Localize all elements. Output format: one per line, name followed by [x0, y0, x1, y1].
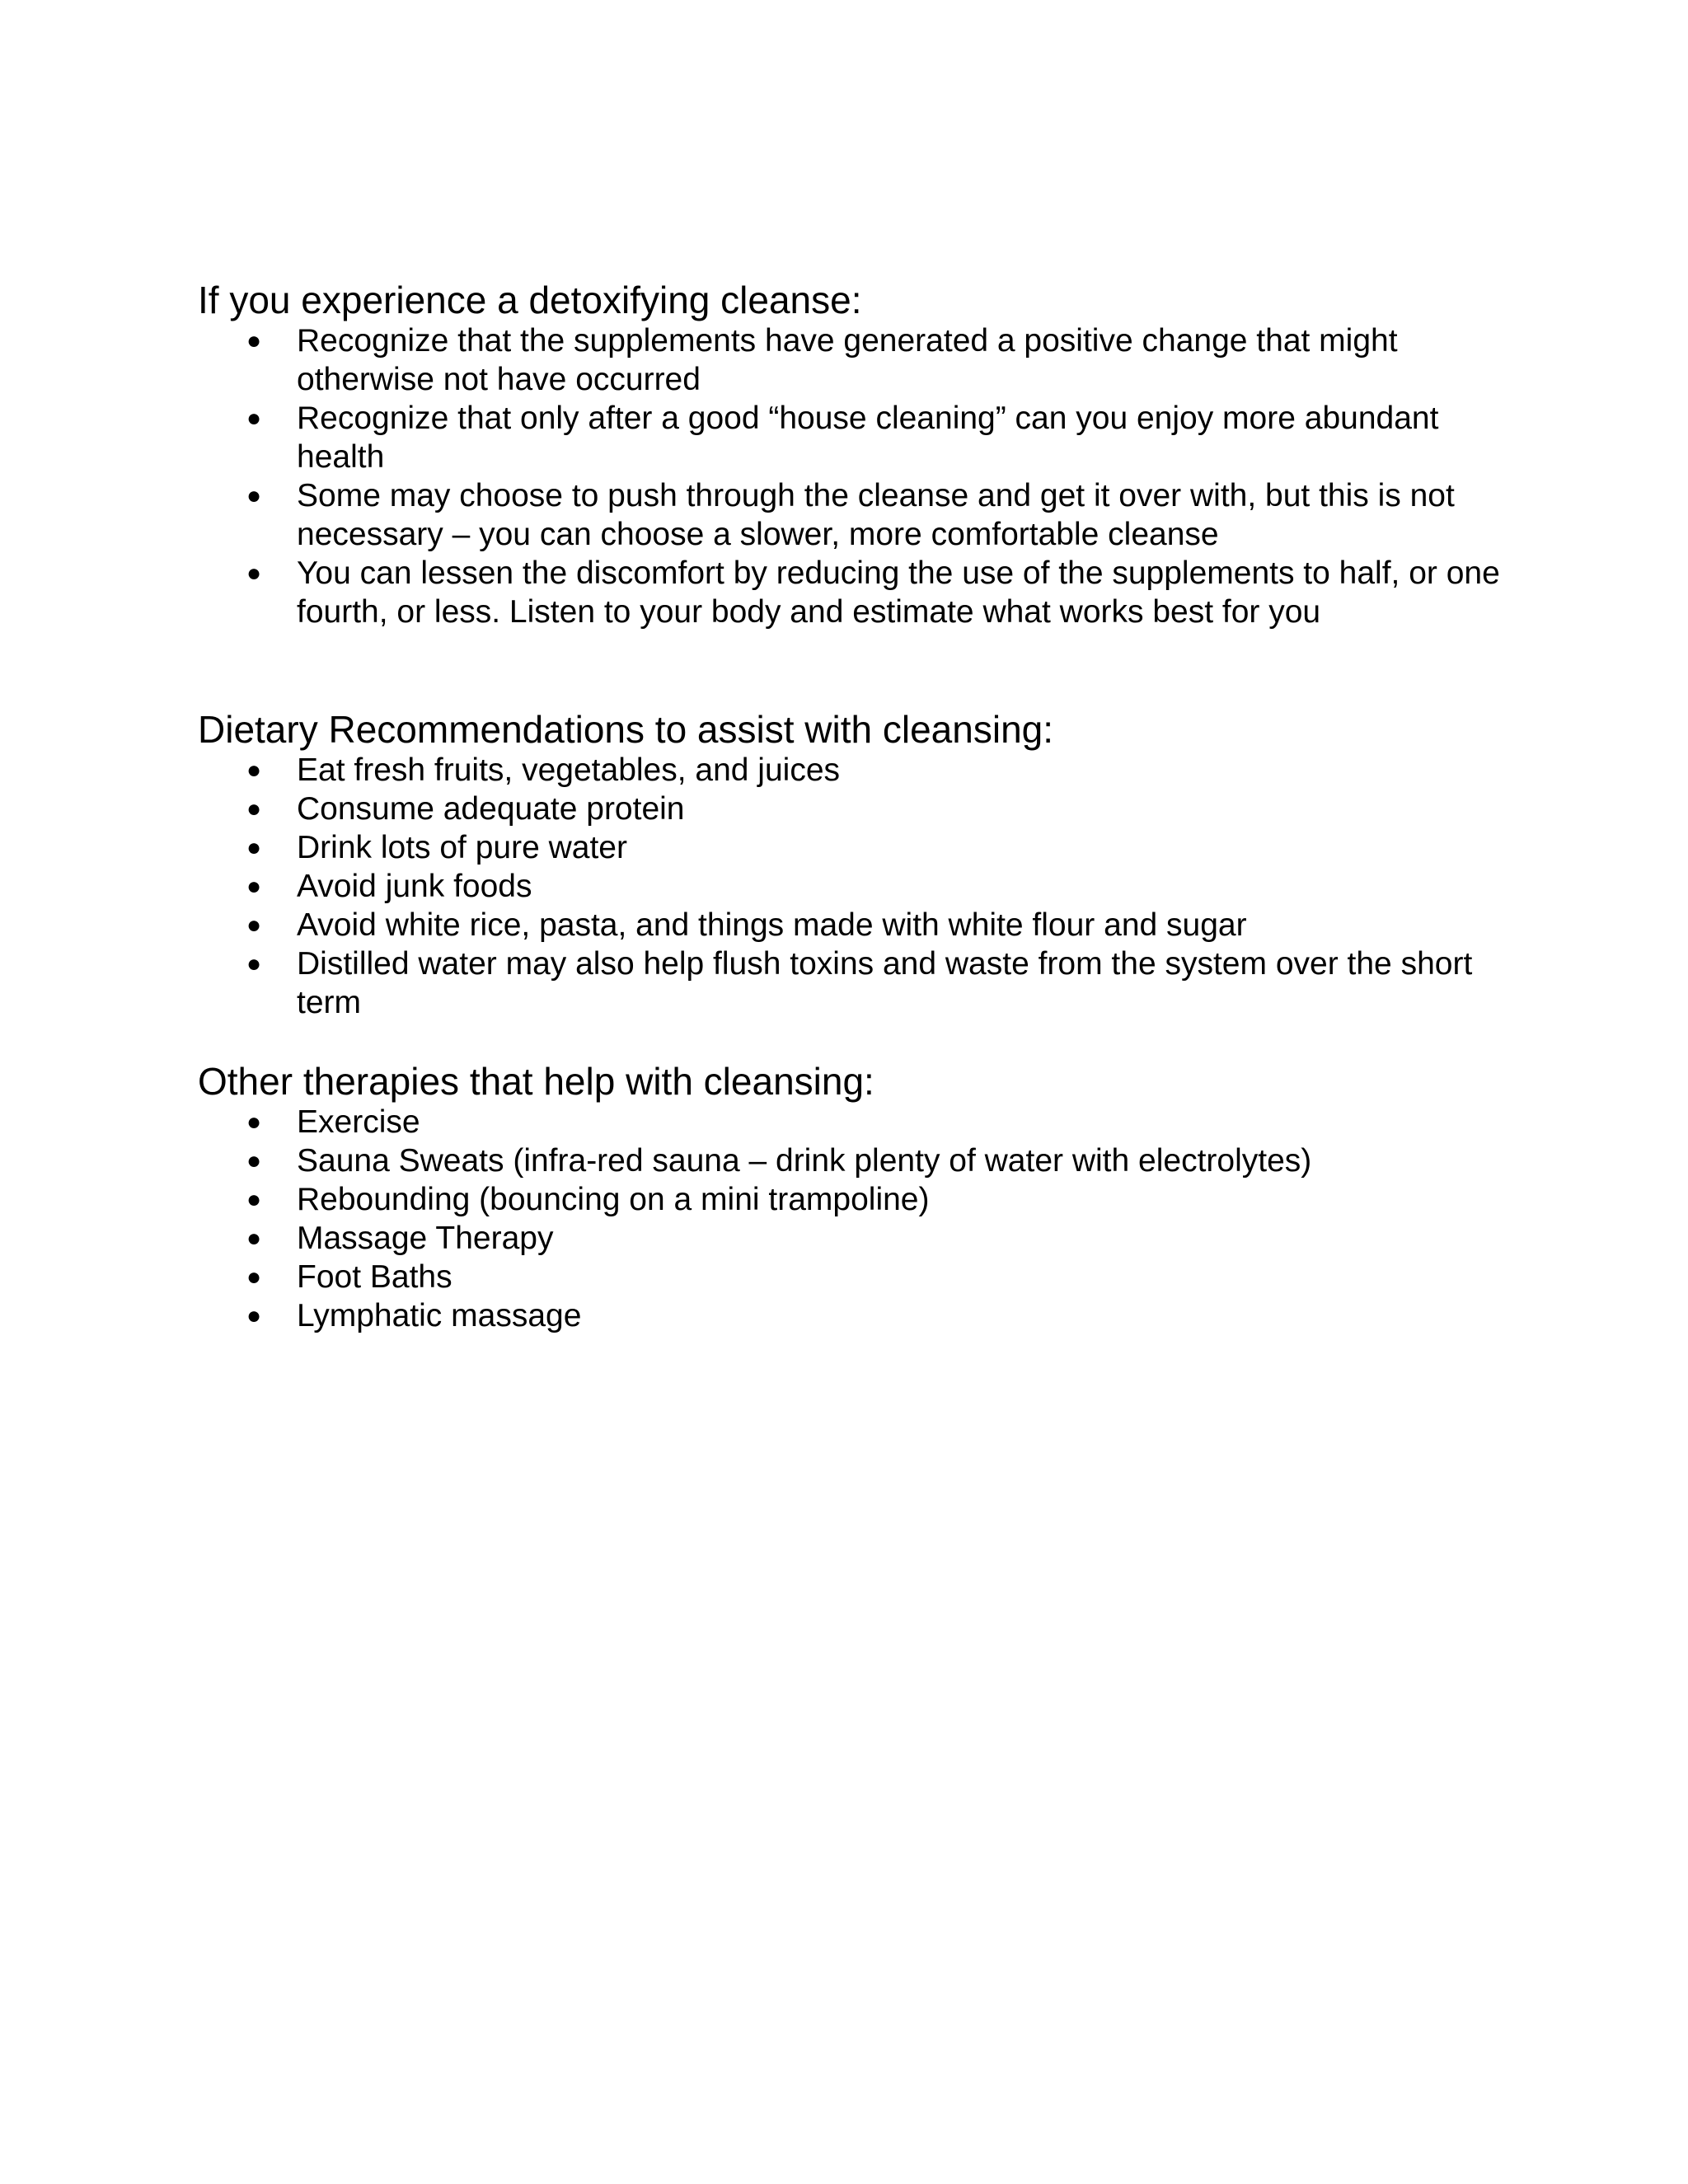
- list-item: [198, 1180, 1500, 1219]
- list-item-text: You can lessen the discomfort by reducing the use of the supplements to half, or one fourth, or less. Listen to your body and estimate what works best for you: [297, 555, 1500, 630]
- bullet-icon: ●: [246, 327, 262, 354]
- bullet-icon: ●: [246, 834, 262, 861]
- section-spacer: [198, 1022, 1500, 1060]
- section-heading: Other therapies that help with cleansing:: [198, 1060, 874, 1103]
- bullet-icon: ●: [246, 950, 262, 977]
- bullet-list: [198, 751, 1500, 1022]
- bullet-icon: ●: [246, 482, 262, 509]
- list-item-text: Avoid junk foods: [297, 869, 532, 904]
- list-item-text: Massage Therapy: [297, 1221, 554, 1256]
- bullet-icon: ●: [246, 912, 262, 939]
- list-item-text: Lymphatic massage: [297, 1298, 582, 1333]
- bullet-icon: ●: [246, 873, 262, 900]
- bullet-icon: ●: [246, 560, 262, 587]
- bullet-icon: ●: [246, 1225, 262, 1252]
- list-item: [198, 790, 1500, 828]
- bullet-icon: ●: [246, 1147, 262, 1174]
- list-item-text: Exercise: [297, 1104, 420, 1140]
- list-item-text: Some may choose to push through the cleanse and get it over with, but this is not necessary – you can choose a slower, more comfortable cleanse: [297, 478, 1455, 552]
- section-detox-cleanse: [198, 279, 1500, 631]
- list-item: [198, 321, 1500, 399]
- list-item-text: Sauna Sweats (infra-red sauna – drink plenty of water with electrolytes): [297, 1143, 1312, 1179]
- list-item: [198, 1296, 1500, 1335]
- list-item: [198, 1258, 1500, 1296]
- section-heading: If you experience a detoxifying cleanse:: [198, 279, 862, 321]
- list-item: [198, 1141, 1500, 1180]
- list-item: [198, 399, 1500, 476]
- bullet-list: [198, 1103, 1500, 1335]
- list-item-text: Consume adequate protein: [297, 791, 685, 827]
- section-heading: Dietary Recommendations to assist with cleansing:: [198, 708, 1054, 751]
- list-item: [198, 944, 1500, 1022]
- section-other-therapies: [198, 1060, 1500, 1335]
- bullet-icon: ●: [246, 757, 262, 784]
- document-content: [198, 279, 1500, 1335]
- list-item: [198, 554, 1500, 631]
- list-item: [198, 906, 1500, 944]
- list-item: [198, 1103, 1500, 1141]
- bullet-icon: ●: [246, 405, 262, 432]
- list-item-text: Drink lots of pure water: [297, 830, 627, 865]
- list-item-text: Eat fresh fruits, vegetables, and juices: [297, 752, 841, 788]
- bullet-icon: ●: [246, 1186, 262, 1213]
- section-spacer: [198, 631, 1500, 708]
- list-item: [198, 867, 1500, 906]
- list-item-text: Foot Baths: [297, 1259, 452, 1295]
- list-item-text: Rebounding (bouncing on a mini trampoline): [297, 1182, 930, 1217]
- bullet-icon: ●: [246, 795, 262, 823]
- bullet-icon: ●: [246, 1108, 262, 1136]
- bullet-icon: ●: [246, 1263, 262, 1291]
- bullet-icon: ●: [246, 1302, 262, 1329]
- bullet-list: [198, 321, 1500, 631]
- list-item-text: Distilled water may also help flush toxins and waste from the system over the short term: [297, 946, 1473, 1020]
- list-item-text: Recognize that only after a good “house cleaning” can you enjoy more abundant health: [297, 401, 1439, 475]
- list-item-text: Avoid white rice, pasta, and things made with white flour and sugar: [297, 907, 1247, 943]
- list-item: [198, 751, 1500, 790]
- list-item: [198, 828, 1500, 867]
- section-dietary-recommendations: [198, 708, 1500, 1022]
- list-item: [198, 476, 1500, 554]
- list-item-text: Recognize that the supplements have generated a positive change that might otherwise not have occurred: [297, 323, 1398, 397]
- list-item: [198, 1219, 1500, 1258]
